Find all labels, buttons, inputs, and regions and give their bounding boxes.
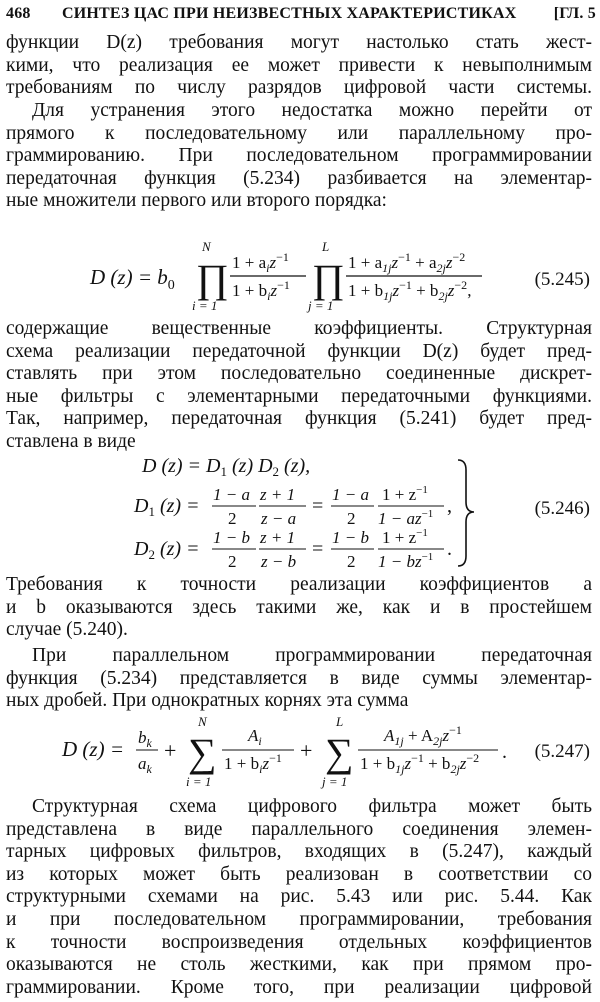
fraction-numerator: 1 − b [332, 528, 369, 547]
prod-upper-limit: N [202, 239, 211, 254]
fraction-denominator: 2 [228, 552, 237, 570]
fraction-denominator: z − a [261, 509, 297, 528]
text-line: структурными схемами на рис. 5.43 или рис. 5.44. Как [6, 886, 592, 908]
equation-graphic [0, 238, 600, 318]
text-line: ные фильтры с элементарными передаточными функциями. [6, 385, 592, 407]
prod-lower-limit: i = 1 [192, 298, 218, 313]
fraction-numerator: $1 + z^{-1}$ [382, 484, 428, 504]
fraction-denominator: $1 + b_iz^{-1}$ [224, 751, 282, 776]
equation-number: (5.245) [534, 269, 590, 290]
eq-line-1: D $(z) = D_1$ (z) $D_2$ (z), [142, 455, 311, 479]
paragraph [6, 318, 592, 454]
text-line: Для устранения этого недостатка можно перейти от [32, 100, 592, 121]
eq-line-3-lhs: $D_2$ (z) = [134, 538, 200, 562]
eq-lhs: D (z) = [62, 737, 124, 761]
equation-number: (5.247) [534, 741, 590, 762]
running-title: СИНТЕЗ ЦАС ПРИ НЕИЗВЕСТНЫХ ХАРАКТЕРИСТИКАХ [62, 5, 517, 22]
equals-sign: = [312, 495, 324, 517]
product-symbol: ∏ [312, 256, 345, 301]
text-line: функция (5.234) представляется в виде суммы элементар- [6, 667, 592, 689]
text-line: из которых может быть реализован в соответствии со [6, 863, 592, 885]
equation-graphic [0, 712, 600, 792]
fraction-denominator: $1 + b_{1j}z^{-1} + b_{2j}z^{-2}$ [360, 751, 480, 776]
text-line: прямого к последовательному или параллельному про- [6, 122, 592, 144]
text-line: ных дробей. При однократных корнях эта сумма [6, 690, 409, 712]
fraction-numerator: $A_i$ [248, 726, 262, 748]
fraction-denominator: 2 [228, 509, 237, 528]
fraction-numerator: 1 − a [213, 485, 250, 504]
sum-symbol: ∑ [188, 730, 217, 775]
running-head [6, 2, 596, 26]
right-brace [458, 460, 474, 566]
fraction-numerator: 1 − a [332, 485, 369, 504]
fraction-denominator: $1 - bz^{-1}$ [378, 551, 434, 570]
plus-sign: + [164, 738, 177, 763]
sum-symbol: ∑ [325, 730, 354, 775]
sum-lower-limit: i = 1 [186, 774, 212, 789]
text-line: и при последовательном программировании, требования [6, 908, 592, 930]
fraction-denominator: $1 + b_{1j}z^{-1} + b_{2j}z^{-2}$, [348, 278, 472, 303]
fraction-numerator: $A_{1j} + A_{2j}z^{-1}$ [384, 723, 462, 748]
text-line: Так, например, передаточная функция (5.241) будет пред- [6, 408, 592, 430]
text-line: тарных цифровых фильтров, входящих в (5.247), каждый [6, 841, 592, 863]
fraction-denominator: 2 [347, 509, 356, 528]
text-line: и b оказываются здесь такими же, как и в простейшем [6, 596, 592, 618]
prod-lower-limit: j = 1 [308, 298, 334, 313]
chapter-marker: [ГЛ. 5 [553, 5, 596, 22]
fraction-numerator: $1 + a_{1j}z^{-1} + a_{2j}z^{-2}$ [348, 250, 466, 275]
sum-upper-limit: N [198, 714, 207, 729]
page-number: 468 [6, 5, 31, 22]
text-line: ставлена в виде [6, 430, 136, 452]
equation-5-247 [0, 712, 600, 792]
fraction-denominator: 2 [347, 552, 356, 570]
text-line: содержащие вещественные коэффициенты. Структурная [6, 318, 592, 339]
product-symbol: ∏ [196, 256, 229, 301]
text-line: схема реализации передаточной функции D(z) будет пред- [6, 340, 592, 362]
text-line: ставлять при этом последовательно соединенные дискрет- [6, 363, 592, 385]
plus-sign: + [300, 738, 313, 763]
paragraph [6, 100, 592, 213]
text-line: к точности воспроизведения отдельных коэффициентов [6, 931, 592, 953]
text-line: ные множители первого или второго порядка: [6, 190, 387, 212]
equals-sign: = [312, 538, 324, 560]
text-line: функции D(z) требования могут настолько стать жест- [6, 32, 592, 53]
text-line: случае (5.240). [6, 619, 128, 641]
paragraph [6, 645, 592, 713]
fraction-denominator: $1 - az^{-1}$ [378, 508, 434, 528]
text-line: граммированию. При последовательном программировании [6, 145, 592, 167]
eq-lhs: D $(z) = b_0$ [90, 265, 175, 293]
punctuation: , [447, 495, 452, 517]
equation-5-245 [0, 238, 600, 318]
fraction-numerator: $1 + z^{-1}$ [382, 527, 428, 547]
text-line: представлена в виде параллельного соединения элемен- [6, 818, 592, 840]
text-line: граммировании. Кроме того, при реализации цифровой [6, 976, 592, 998]
sum-upper-limit: L [336, 714, 344, 729]
punctuation: . [502, 741, 507, 763]
fraction-numerator: $1 + a_iz^{-1}$ [232, 250, 289, 275]
equation-graphic [0, 452, 600, 570]
paragraph [6, 574, 592, 642]
paragraph [6, 796, 592, 999]
text-line: кими, что реализация ее может привести к невыполнимым [6, 54, 592, 76]
text-line: оказываются не столь жесткими, как при прямом про- [6, 954, 592, 976]
fraction-denominator: $a_k$ [138, 754, 152, 776]
equation-5-246 [0, 452, 600, 570]
fraction-numerator: z + 1 [260, 485, 296, 504]
equation-number: (5.246) [534, 498, 590, 519]
prod-upper-limit: L [322, 239, 330, 254]
fraction-numerator: 1 − b [213, 528, 250, 547]
punctuation: . [447, 538, 452, 560]
fraction-denominator: z − b [261, 552, 297, 570]
paragraph [6, 32, 592, 100]
eq-line-2-lhs: $D_1$ (z) = [134, 495, 200, 519]
fraction-numerator: z + 1 [260, 528, 296, 547]
text-line: При параллельном программировании передаточная [32, 645, 592, 666]
text-line: передаточная функция (5.234) разбивается на элементар- [6, 167, 592, 189]
text-line: Структурная схема цифрового фильтра может быть [32, 796, 592, 817]
fraction-numerator: $b_k$ [138, 728, 152, 750]
text-line: Требования к точности реализации коэффициентов a [6, 574, 592, 595]
sum-lower-limit: j = 1 [322, 774, 348, 789]
fraction-denominator: $1 + b_iz^{-1}$ [232, 278, 290, 303]
text-line: требованиям по числу разрядов цифровой части системы. [6, 77, 592, 99]
